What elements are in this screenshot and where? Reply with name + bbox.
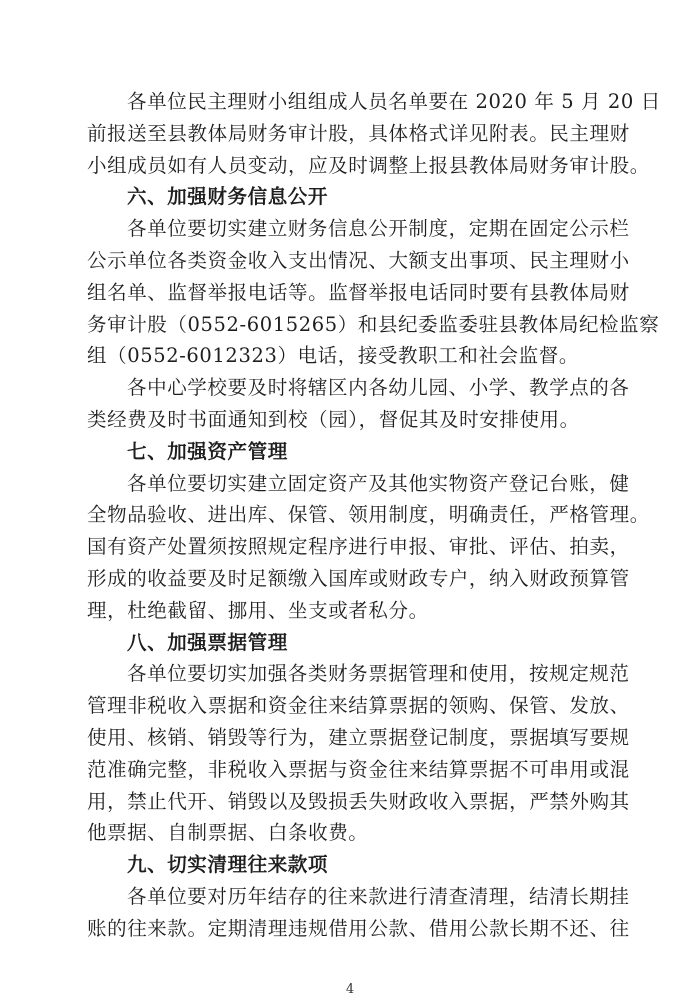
paragraph-line: 用，禁止代开、销毁以及毁损丢失财政收入票据，严禁外购其 <box>87 789 630 813</box>
paragraph-line: 理，杜绝截留、挪用、坐支或者私分。 <box>87 598 429 622</box>
section-heading: 八、加强票据管理 <box>127 630 288 654</box>
paragraph-line: 各单位民主理财小组组成人员名单要在 2020 年 5 月 20 日 <box>127 90 661 113</box>
paragraph-line: 类经费及时书面通知到校（园），督促其及时安排使用。 <box>87 407 580 431</box>
document-body <box>87 86 661 945</box>
paragraph-line: 各单位要切实建立固定资产及其他实物资产登记台账，健 <box>127 471 630 495</box>
paragraph-line: 全物品验收、进出库、保管、领用制度，明确责任，严格管理。 <box>87 503 650 527</box>
paragraph-line: 组名单、监督举报电话等。监督举报电话同时要有县教体局财 <box>87 280 630 304</box>
paragraph-line: 公示单位各类资金收入支出情况、大额支出事项、民主理财小 <box>87 248 630 272</box>
paragraph-line: 形成的收益要及时足额缴入国库或财政专户，纳入财政预算管 <box>87 566 630 590</box>
paragraph-line: 国有资产处置须按照规定程序进行申报、审批、评估、拍卖， <box>87 535 630 559</box>
paragraph-line: 各中心学校要及时将辖区内各幼儿园、小学、教学点的各 <box>127 376 630 400</box>
paragraph-line: 前报送至县教体局财务审计股，具体格式详见附表。民主理财 <box>87 121 630 145</box>
paragraph-line: 各单位要切实建立财务信息公开制度，定期在固定公示栏 <box>127 217 630 241</box>
paragraph-line: 务审计股（0552-6015265）和县纪委监委驻县教体局纪检监察 <box>87 312 660 336</box>
page-number: 4 <box>345 982 355 997</box>
paragraph-line: 使用、核销、销毁等行为，建立票据登记制度，票据填写要规 <box>87 725 630 749</box>
paragraph-line: 各单位要对历年结存的往来款进行清查清理，结清长期挂 <box>127 884 630 908</box>
paragraph-line: 他票据、自制票据、白条收费。 <box>87 821 369 845</box>
section-heading: 九、切实清理往来款项 <box>127 853 329 877</box>
paragraph-line: 组（0552-6012323）电话，接受教职工和社会监督。 <box>87 344 579 368</box>
paragraph-line: 范准确完整，非税收入票据与资金往来结算票据不可串用或混 <box>87 757 630 781</box>
paragraph-line: 小组成员如有人员变动，应及时调整上报县教体局财务审计股。 <box>87 153 650 177</box>
section-heading: 六、加强财务信息公开 <box>127 185 329 209</box>
paragraph-line: 管理非税收入票据和资金往来结算票据的领购、保管、发放、 <box>87 694 630 718</box>
section-heading: 七、加强资产管理 <box>127 439 288 463</box>
paragraph-line: 各单位要切实加强各类财务票据管理和使用，按规定规范 <box>127 662 630 686</box>
paragraph-line: 账的往来款。定期清理违规借用公款、借用公款长期不还、往 <box>87 916 630 940</box>
